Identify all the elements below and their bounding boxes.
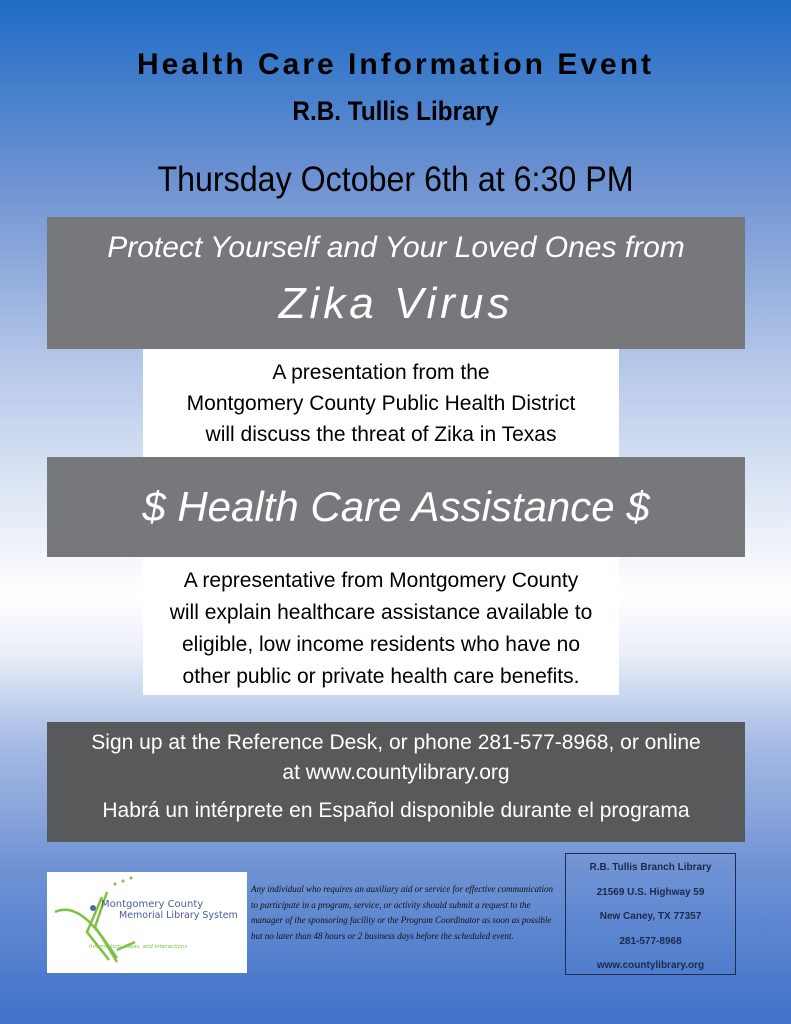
branch-name: R.B. Tullis Branch Library bbox=[589, 862, 712, 873]
zika-description bbox=[143, 349, 619, 457]
spanish-note: Habrá un intérprete en Español disponible durante el programa bbox=[102, 799, 690, 822]
event-location: R.B. Tullis Library bbox=[292, 96, 499, 126]
logo-name-1: Montgomery County bbox=[101, 899, 204, 910]
book-logo-icon bbox=[47, 872, 247, 973]
website-link[interactable]: www.countylibrary.org bbox=[596, 960, 705, 971]
text-line: Montgomery County Public Health District bbox=[186, 392, 576, 415]
zika-title: Zika Virus bbox=[278, 279, 514, 328]
zika-tagline: Protect Yourself and Your Loved Ones from bbox=[107, 231, 685, 264]
phone: 281-577-8968 bbox=[619, 935, 682, 947]
assistance-title: $ Health Care Assistance $ bbox=[47, 457, 745, 557]
street: 21569 U.S. Highway 59 bbox=[596, 886, 705, 898]
text-line: will explain healthcare assistance available to bbox=[169, 601, 593, 624]
library-logo bbox=[47, 872, 247, 973]
text-line: other public or private health care benefits. bbox=[182, 665, 580, 688]
text-line: will discuss the threat of Zika in Texas bbox=[205, 423, 557, 446]
signup-line: Sign up at the Reference Desk, or phone 281-577-8968, or online bbox=[91, 731, 701, 754]
signup-link[interactable]: at www.countylibrary.org bbox=[282, 761, 510, 784]
event-datetime: Thursday October 6th at 6:30 PM bbox=[157, 160, 634, 199]
text-line: eligible, low income residents who have no bbox=[181, 633, 581, 656]
text-line: A presentation from the bbox=[272, 361, 490, 384]
assistance-description bbox=[143, 557, 619, 695]
signup-box bbox=[47, 722, 745, 842]
city: New Caney, TX 77357 bbox=[599, 911, 702, 922]
logo-name-2: Memorial Library System bbox=[119, 910, 238, 921]
text-line: A representative from Montgomery County bbox=[183, 569, 579, 592]
accessibility-disclaimer: Any individual who requires an auxiliary aid or service for effective communication to participate in a program, service, or activity should submit a request to the manager of the sponsoring facility or the Program Coordinator as soon as possible but no later than 48 hours or 2 business days before the scheduled event. bbox=[251, 884, 554, 941]
address-box bbox=[565, 853, 736, 975]
event-title: Health Care Information Event bbox=[136, 48, 655, 81]
logo-tagline: Information, ideas, and Interactions bbox=[89, 944, 188, 950]
zika-banner bbox=[47, 217, 745, 349]
